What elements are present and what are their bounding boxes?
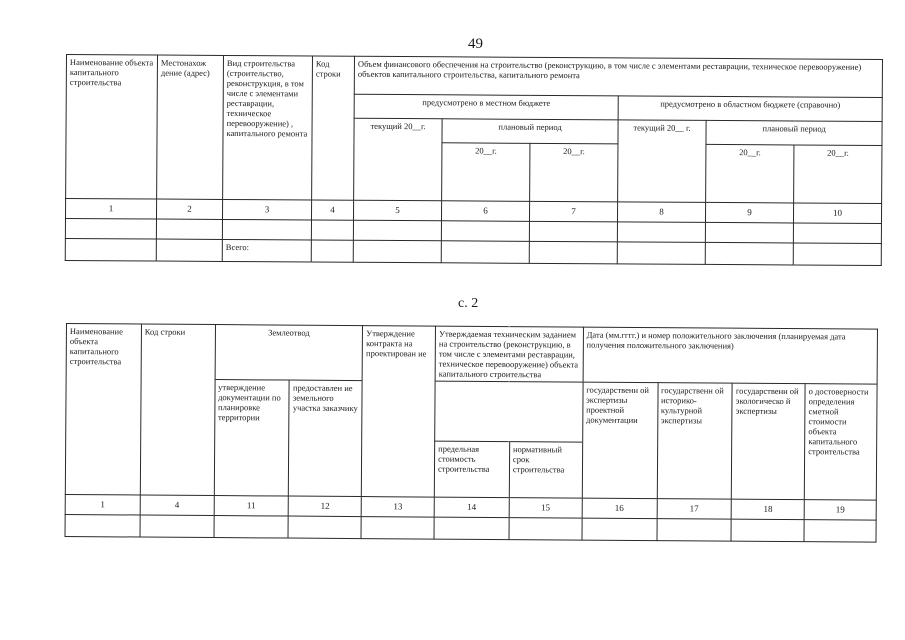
header-historical-expertise: государственн ой историко- культурной экспертизы [657, 383, 733, 500]
header-regional-budget: предусмотрено в областном бюджете (справочно) [618, 96, 882, 122]
header-plan-period-regional: плановый период [706, 120, 882, 145]
header-row-code: Код строки [140, 324, 215, 496]
page-number: 49 [468, 36, 483, 52]
col-number: 7 [529, 201, 617, 222]
col-number: 12 [289, 496, 362, 517]
header-plan-period-local: плановый период [442, 119, 618, 144]
header-construction-kind: Вид строительства (строительство, реконструкция, в том числе с элементами реставрации, техническое перевооружение) , капитального ремонта [223, 55, 313, 200]
header-land-plot: предоставлен ие земельного участка заказчику [289, 380, 363, 497]
col-number: 5 [353, 200, 441, 221]
col-number: 2 [156, 199, 222, 219]
col-number: 13 [361, 497, 434, 518]
col-number: 8 [617, 202, 705, 223]
col-number: 15 [509, 498, 582, 519]
header-land-documentation: утверждение документации по планировке территории [214, 380, 290, 497]
col-number: 6 [441, 201, 529, 222]
table-row [65, 515, 876, 543]
header-state-expertise: государственн ой экспертизы проектной документации [582, 382, 658, 499]
header-conclusion-date: Дата (мм.гггг.) и номер положительного заключения (планируемая дата получения положительного заключения) [583, 327, 878, 384]
header-current-year-regional: текущий 20__ г. [618, 120, 706, 203]
header-location: Местонахож дение (адрес) [157, 55, 224, 199]
header-local-budget: предусмотрено в местном бюджете [354, 94, 618, 120]
header-financing-volume: Объем финансового обеспечения на строительство (реконструкцию, в том числе с элементами реставрации, техническое перевооружение) объектов капитального строительства, капитального ремонта [354, 56, 882, 97]
col-number: 16 [582, 498, 657, 519]
col-number: 17 [657, 499, 732, 520]
header-norm-term: нормативный срок строительства [509, 442, 582, 499]
col-number: 9 [705, 202, 793, 223]
col-number: 18 [732, 499, 805, 520]
col-number: 4 [140, 495, 214, 516]
total-label: Всего: [222, 239, 311, 262]
header-row-code: Код строки [312, 56, 355, 200]
header-current-year-local: текущий 20__г. [354, 118, 442, 201]
col-number: 1 [65, 199, 156, 220]
header-ecological-expertise: государственн ой экологическо й экспертизы [732, 383, 806, 500]
total-row [65, 238, 881, 265]
header-contract-approval: Утверждение контракта на проектирован ие [362, 326, 436, 498]
header-cost-reliability: о достоверности определения сметной стоимости объекта капитального строительства [804, 384, 877, 500]
approval-table [65, 323, 878, 543]
col-number: 19 [804, 500, 876, 521]
col-number: 3 [222, 199, 311, 220]
header-land-allocation: Землеотвод [215, 325, 363, 381]
col-number: 10 [793, 203, 881, 224]
header-year-b: 20__г. [530, 143, 618, 202]
header-object-name: Наименование объекта капитального строительства [66, 55, 158, 200]
col-number: 4 [311, 200, 353, 220]
header-limit-cost: предельная стоимость строительства [434, 441, 509, 498]
section-label: с. 2 [458, 296, 479, 311]
header-object-name: Наименование объекта капитального строительства [65, 324, 141, 496]
col-number: 11 [214, 496, 289, 517]
header-year-a: 20__г. [442, 143, 530, 202]
col-number: 1 [65, 495, 140, 516]
header-year-d: 20__г. [794, 145, 882, 204]
header-year-c: 20__г. [706, 144, 794, 203]
header-tech-task: Утверждаемая техническим заданием на строительство (реконструкцию, в том числе с элементами реставрации, техническое перевооружение) объекта капитального строительства [435, 326, 583, 382]
financing-table [65, 54, 883, 266]
col-number: 14 [434, 497, 509, 518]
